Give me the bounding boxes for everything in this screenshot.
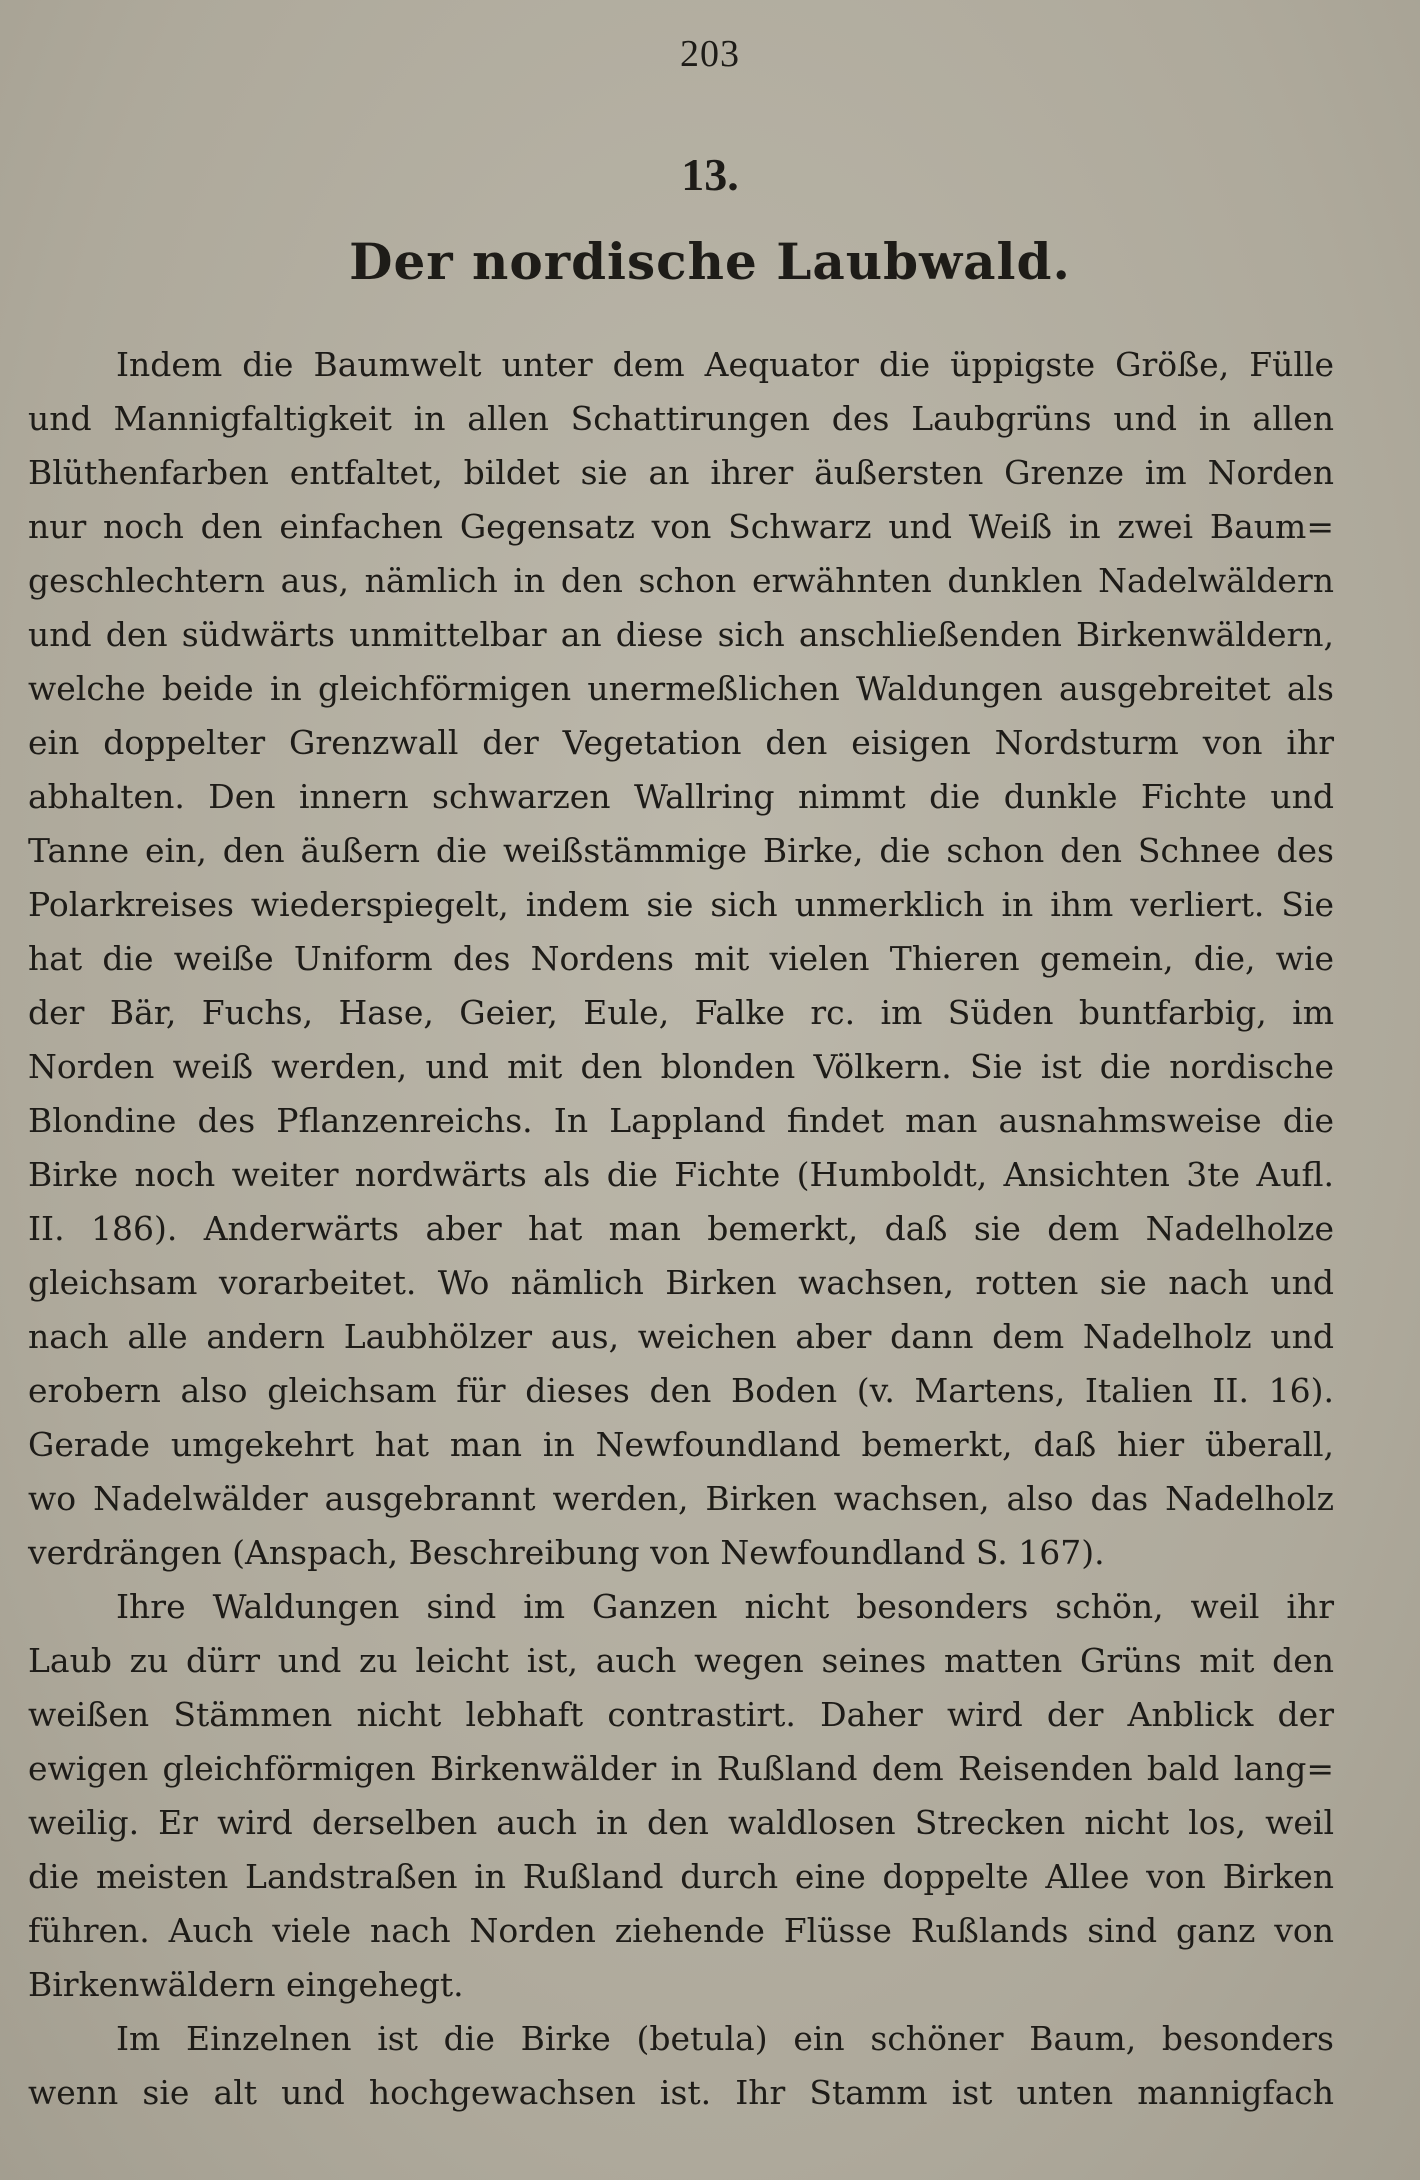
text-line: Polarkreises wiederspiegelt, indem sie sich unmerklich in ihm verliert. Sie: [28, 885, 1334, 924]
text-line: gleichsam vorarbeitet. Wo nämlich Birken wachsen, rotten sie nach und: [28, 1263, 1334, 1302]
text-line: Laub zu dürr und zu leicht ist, auch wegen seines matten Grüns mit den: [28, 1641, 1334, 1680]
text-line: weilig. Er wird derselben auch in den waldlosen Strecken nicht los, weil: [28, 1803, 1334, 1842]
text-line: II. 186). Anderwärts aber hat man bemerkt, daß sie dem Nadelholze: [28, 1209, 1334, 1248]
chapter-number: 13.: [681, 149, 739, 200]
text-line: wenn sie alt und hochgewachsen ist. Ihr Stamm ist unten mannigfach: [28, 2073, 1334, 2112]
text-line: und den südwärts unmittelbar an diese sich anschließenden Birkenwäldern,: [28, 615, 1334, 654]
text-line: Blondine des Pflanzenreichs. In Lappland findet man ausnahmsweise die: [28, 1101, 1334, 1140]
text-line: Norden weiß werden, und mit den blonden Völkern. Sie ist die nordische: [28, 1047, 1334, 1086]
text-line: welche beide in gleichförmigen unermeßlichen Waldungen ausgebreitet als: [28, 669, 1334, 708]
body-text: [28, 338, 1334, 2120]
text-line: ewigen gleichförmigen Birkenwälder in Rußland dem Reisenden bald lang=: [28, 1749, 1334, 1788]
text-line: Tanne ein, den äußern die weißstämmige Birke, die schon den Schnee des: [28, 831, 1334, 870]
text-line: nach alle andern Laubhölzer aus, weichen aber dann dem Nadelholz und: [28, 1317, 1334, 1356]
text-line: Birke noch weiter nordwärts als die Fichte (Humboldt, Ansichten 3te Aufl.: [28, 1155, 1334, 1194]
text-line: abhalten. Den innern schwarzen Wallring nimmt die dunkle Fichte und: [28, 777, 1334, 816]
text-line: wo Nadelwälder ausgebrannt werden, Birken wachsen, also das Nadelholz: [28, 1479, 1334, 1518]
text-line: geschlechtern aus, nämlich in den schon erwähnten dunklen Nadelwäldern: [28, 561, 1334, 600]
text-line: ein doppelter Grenzwall der Vegetation den eisigen Nordsturm von ihr: [28, 723, 1334, 762]
text-line: die meisten Landstraßen in Rußland durch eine doppelte Allee von Birken: [28, 1857, 1334, 1896]
page-number: 203: [680, 33, 740, 75]
chapter-title: Der nordische Laubwald.: [349, 232, 1071, 291]
text-line: verdrängen (Anspach, Beschreibung von Newfoundland S. 167).: [28, 1533, 1105, 1572]
text-line: hat die weiße Uniform des Nordens mit vielen Thieren gemein, die, wie: [28, 939, 1334, 978]
text-line: Gerade umgekehrt hat man in Newfoundland bemerkt, daß hier überall,: [28, 1425, 1334, 1464]
text-line: und Mannigfaltigkeit in allen Schattirungen des Laubgrüns und in allen: [28, 399, 1334, 438]
text-line: nur noch den einfachen Gegensatz von Schwarz und Weiß in zwei Baum=: [28, 507, 1334, 546]
text-line: Birkenwäldern eingehegt.: [28, 1965, 464, 2004]
text-line: führen. Auch viele nach Norden ziehende Flüsse Rußlands sind ganz von: [28, 1911, 1334, 1950]
text-line: weißen Stämmen nicht lebhaft contrastirt. Daher wird der Anblick der: [28, 1695, 1334, 1734]
text-line: Indem die Baumwelt unter dem Aequator die üppigste Größe, Fülle: [116, 345, 1334, 384]
text-line: Im Einzelnen ist die Birke (betula) ein schöner Baum, besonders: [116, 2019, 1334, 2058]
text-line: der Bär, Fuchs, Hase, Geier, Eule, Falke rc. im Süden buntfarbig, im: [28, 993, 1334, 1032]
text-line: Blüthenfarben entfaltet, bildet sie an ihrer äußersten Grenze im Norden: [28, 453, 1334, 492]
text-line: erobern also gleichsam für dieses den Boden (v. Martens, Italien II. 16).: [28, 1371, 1334, 1410]
text-line: Ihre Waldungen sind im Ganzen nicht besonders schön, weil ihr: [116, 1587, 1334, 1626]
